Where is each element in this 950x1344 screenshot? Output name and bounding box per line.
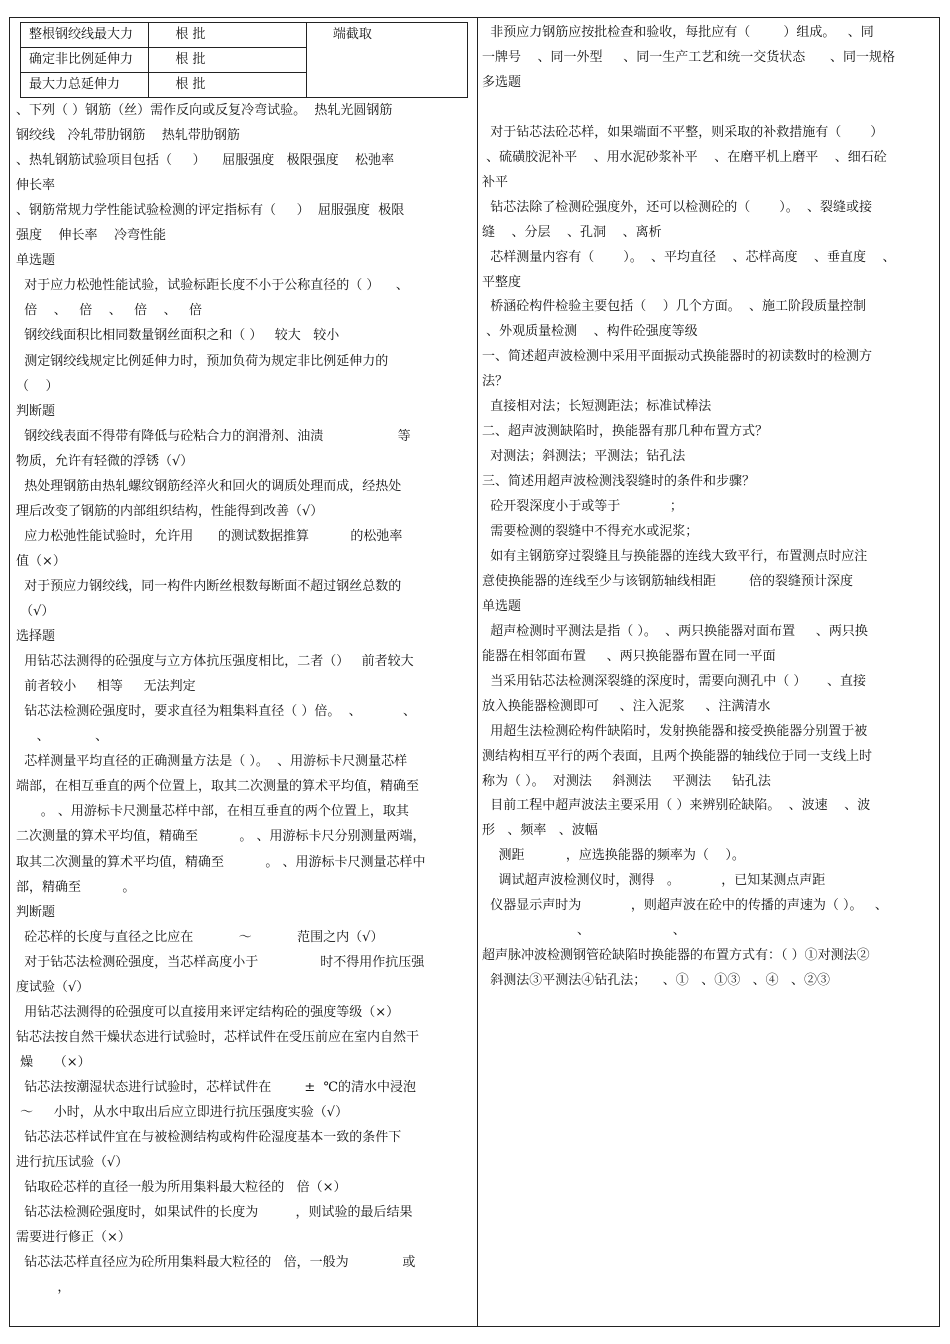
table-cell: 整根钢绞线最大力 <box>21 23 149 48</box>
text-line: 斜测法③平测法④钻孔法； 、① 、①③ 、④ 、②③ <box>482 973 830 989</box>
document-page <box>9 17 940 1327</box>
text-line: 钻芯法芯样直径应为砼所用集料最大粒径的 倍，一般为 或 <box>16 1255 416 1271</box>
text-line: 对于钻芯法砼芯样，如果端面不平整，则采取的补救措施有（ ） <box>482 124 884 140</box>
text-line: 测定钢绞线规定比例延伸力时，预加负荷为规定非比例延伸力的 <box>16 353 389 369</box>
text-line: 钻芯法按自然干燥状态进行试验时，芯样试件在受压前应在室内自然干 <box>16 1029 420 1045</box>
text-line: 进行抗压试验（√） <box>16 1155 129 1171</box>
text-line: （√） <box>16 604 55 619</box>
text-line: 、下列（ ）钢筋（丝）需作反向或反复冷弯试验。 热轧光圆钢筋 <box>16 103 393 118</box>
text-line: 取其二次测量的算术平均值，精确至 。 、用游标卡尺测量芯样中 <box>16 854 426 870</box>
text-line: 、热轧钢筋试验项目包括（ ） 屈服强度 极限强度 松弛率 <box>16 153 395 169</box>
text-line: 一牌号 、同一外型 、同一生产工艺和统一交货状态 、同一规格 <box>482 49 895 65</box>
text-line: 调试超声波检测仪时，测得 。 ，已知某测点声距 <box>482 873 826 889</box>
text-line: 用钻芯法测得的砼强度与立方体抗压强度相比，二者（） 前者较大 <box>16 654 414 670</box>
text-line: 目前工程中超声波法主要采用（ ）来辨别砼缺陷。 、波速 、波 <box>482 798 871 814</box>
table-cell: 根 批 <box>149 48 306 73</box>
text-line: 用超生法检测砼构件缺陷时，发射换能器和接受换能器分别置于被 <box>482 723 868 739</box>
text-line: 前者较小 相等 无法判定 <box>16 679 196 695</box>
text-line: 平整度 <box>482 274 522 290</box>
text-line: 放入换能器检测即可 、注入泥浆 、注满清水 <box>482 698 771 714</box>
text-line: ～ 小时，从水中取出后应立即进行抗压强度实验（√） <box>16 1105 349 1120</box>
table-cell-merged: 端截取 <box>306 23 467 98</box>
column-divider <box>477 18 478 1326</box>
text-line: 法？ <box>482 374 509 390</box>
text-line: 能器在相邻面布置 、两只换能器布置在同一平面 <box>482 648 776 664</box>
text-line: （ ） <box>16 378 59 394</box>
text-line: 超声脉冲波检测钢管砼缺陷时换能器的布置方式有：（ ）①对测法② <box>482 948 870 964</box>
text-line: 称为（ ）。 对测法 斜测法 平测法 钻孔法 <box>482 773 771 789</box>
text-line: 对测法；斜测法；平测法；钻孔法 <box>482 449 686 465</box>
text-line: 钻取砼芯样的直径一般为所用集料最大粒径的 倍（×） <box>16 1180 347 1196</box>
text-line: 测距 ，应选换能器的频率为（ ）。 <box>482 848 745 864</box>
text-line: 直接相对法；长短测距法；标准试棒法 <box>482 399 712 415</box>
text-line: 伸长率 <box>16 178 56 194</box>
text-line: 钻芯法芯样试件宜在与被检测结构或构件砼湿度基本一致的条件下 <box>16 1130 402 1146</box>
text-line: 部，精确至 。 <box>16 879 136 895</box>
text-line: 多选题 <box>482 74 522 90</box>
text-line: 一、简述超声波检测中采用平面振动式换能器时的初读数时的检测方 <box>482 349 873 365</box>
text-line: 强度 伸长率 冷弯性能 <box>16 228 167 244</box>
text-line: 补平 <box>482 174 509 190</box>
table-cell: 根 批 <box>149 73 306 98</box>
text-line: 钻芯法检测砼强度时，如果试件的长度为 ，则试验的最后结果 <box>16 1205 413 1221</box>
text-line: 用钻芯法测得的砼强度可以直接用来评定结构砼的强度等级（×） <box>16 1004 400 1020</box>
text-line: 缝 、分层 、孔洞 、离析 <box>482 224 662 240</box>
text-line: 钢绞线面积比相同数量钢丝面积之和（ ） 较大 较小 <box>16 328 340 344</box>
text-line: 倍 、 倍 、 倍 、 倍 <box>16 303 203 319</box>
text-line: 、 、 <box>16 729 109 745</box>
text-line: 仪器显示声时为 ，则超声波在砼中的传播的声速为（ ）。 、 <box>482 898 888 914</box>
text-line: 对于钻芯法检测砼强度，当芯样高度小于 时不得用作抗压强 <box>16 954 425 970</box>
text-line: 当采用钻芯法检测深裂缝的深度时，需要向测孔中（ ） 、直接 <box>482 673 867 689</box>
text-line: 、钢筋常规力学性能试验检测的评定指标有（ ） 屈服强度 极限 <box>16 203 405 219</box>
text-line: 砼芯样的长度与直径之比应在 ～ 范围之内（√） <box>16 929 384 945</box>
text-line: 钢绞线表面不得带有降低与砼粘合力的润滑剂、油渍 等 <box>16 428 411 444</box>
table-cell: 确定非比例延伸力 <box>21 48 149 73</box>
text-line: 钻芯法按潮湿状态进行试验时，芯样试件在 ± ℃的清水中浸泡 <box>16 1079 417 1095</box>
text-line: 。 、用游标卡尺测量芯样中部，在相互垂直的两个位置上，取其 <box>16 804 409 820</box>
text-line: 三、简述用超声波检测浅裂缝时的条件和步骤？ <box>482 474 756 490</box>
text-line: 选择题 <box>16 629 56 645</box>
table-cell: 最大力总延伸力 <box>21 73 149 98</box>
text-line: 钻芯法检测砼强度时，要求直径为粗集料直径（ ）倍。 、 、 <box>16 704 416 720</box>
text-line: 钢绞线 冷轧带肋钢筋 热轧带肋钢筋 <box>16 128 240 144</box>
text-line: 对于应力松弛性能试验，试验标距长度不小于公称直径的（ ） 、 <box>16 278 409 294</box>
text-line: 热处理钢筋由热轧螺纹钢筋经淬火和回火的调质处理而成，经热处 <box>16 478 402 494</box>
text-line: 钻芯法除了检测砼强度外，还可以检测砼的（ ）。 、裂缝或接 <box>482 199 872 215</box>
spec-table <box>20 22 468 98</box>
text-line: 值（×） <box>16 553 66 569</box>
text-line: 超声检测时平测法是指（ ）。 、两只换能器对面布置 、两只换 <box>482 623 868 639</box>
text-line: 需要检测的裂缝中不得充水或泥浆； <box>482 524 699 539</box>
text-line: 物质，允许有轻微的浮锈（√） <box>16 453 194 469</box>
text-line: 度试验（√） <box>16 979 90 995</box>
text-line: 对于预应力钢绞线，同一构件内断丝根数每断面不超过钢丝总数的 <box>16 578 402 594</box>
text-line: 、 、 <box>482 923 686 939</box>
text-line: 桥涵砼构件检验主要包括（ ）几个方面。 、施工阶段质量控制 <box>482 299 867 315</box>
text-line: ， <box>16 1280 71 1296</box>
text-line: 二次测量的算术平均值，精确至 。 、用游标卡尺分别测量两端， <box>16 829 426 845</box>
text-line: 芯样测量平均直径的正确测量方法是（ ）。 、用游标卡尺测量芯样 <box>16 754 408 770</box>
table-cell: 根 批 <box>149 23 306 48</box>
text-line: 判断题 <box>16 403 56 419</box>
text-line: 测结构相互平行的两个表面，且两个换能器的轴线位于同一支线上时 <box>482 748 873 764</box>
text-line: 、外观质量检测 、构件砼强度等级 <box>482 324 698 340</box>
text-line: 单选题 <box>16 253 56 269</box>
text-line: 砼开裂深度小于或等于 ； <box>482 499 683 515</box>
text-line: 理后改变了钢筋的内部组织结构，性能得到改善（√） <box>16 503 324 519</box>
text-line: 形 、频率 、波幅 <box>482 823 598 839</box>
text-line: 如有主钢筋穿过裂缝且与换能器的连线大致平行，布置测点时应注 <box>482 548 868 564</box>
text-line: 应力松弛性能试验时，允许用 的测试数据推算 的松弛率 <box>16 528 403 544</box>
text-line: 、硫磺胶泥补平 、用水泥砂浆补平 、在磨平机上磨平 、细石砼 <box>482 149 887 165</box>
text-line: 非预应力钢筋应按批检查和验收，每批应有（ ）组成。 、同 <box>482 25 874 40</box>
text-line: 燥 （×） <box>16 1054 91 1070</box>
text-line: 端部，在相互垂直的两个位置上，取其二次测量的算术平均值，精确至 <box>16 779 420 795</box>
text-line: 二、超声波测缺陷时，换能器有那几种布置方式？ <box>482 424 769 440</box>
text-line: 判断题 <box>16 904 56 920</box>
text-line: 意使换能器的连线至少与该钢筋轴线相距 倍的裂缝预计深度 <box>482 573 854 589</box>
text-line: 芯样测量内容有（ ）。 、平均直径 、芯样高度 、垂直度 、 <box>482 249 896 265</box>
table-row <box>21 23 468 48</box>
text-line: 需要进行修正（×） <box>16 1230 131 1246</box>
text-line: 单选题 <box>482 598 522 614</box>
